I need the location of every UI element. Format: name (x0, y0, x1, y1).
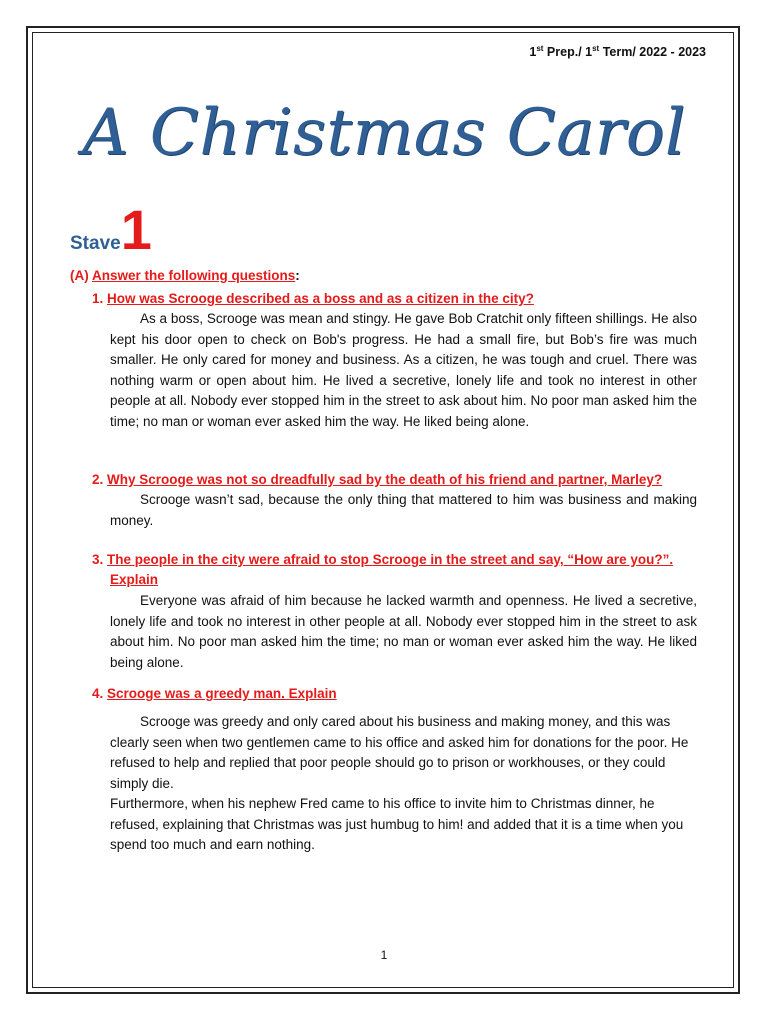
stave-number: 1 (120, 198, 152, 261)
question-4: 4. Scrooge was a greedy man. Explain (92, 686, 337, 701)
answer-3: Everyone was afraid of him because he lacked warmth and openness. He lived a secretive, lonely life and took no interest in other people at all. Nobody ever stopped him in the street to ask about him. No poor man asked him the time; no man or woman ever asked him the way. He liked being alone. (110, 593, 697, 670)
term-header: 1st Prep./ 1st Term/ 2022 - 2023 (529, 44, 706, 60)
answer-4: Scrooge was greedy and only cared about his business and making money, and this was clearly seen when two gentlemen came to his office and asked him for donations for the poor. He refused to help and replied that poor people should go to prison or workhouses, or they could simply die. Furthermore, when his nephew Fred came to his office to invite him to Christmas dinner, he refused, explaining that Christmas was just humbug to him! and added that it is a time when you spend too much and earn nothing. (110, 714, 689, 852)
answer-1: As a boss, Scrooge was mean and stingy. He gave Bob Cratchit only fifteen shillings. He also kept his door open to check on Bob's progress. He had a small fire, but Bob’s fire was much smaller. He only cared for money and business. As a citizen, he was tough and cruel. There was nothing warm or open about him. He lived a secretive, lonely life and took no interest in other people at all. Nobody ever stopped him in the street to ask about him. No poor man asked him the time; no man or woman ever asked him the way. He liked being alone. (110, 311, 697, 429)
document-title: A Christmas Carol (82, 96, 686, 170)
question-2: 2. Why Scrooge was not so dreadfully sad by the death of his friend and partner, Marley? (92, 472, 663, 487)
question-3: 3. The people in the city were afraid to stop Scrooge in the street and say, “How are you?”. Explain (92, 552, 674, 587)
page-number: 1 (380, 948, 388, 962)
question-1: 1. How was Scrooge described as a boss and as a citizen in the city? (92, 291, 534, 306)
stave-heading (70, 198, 152, 261)
section-heading: (A) Answer the following questions: (70, 268, 300, 283)
stave-word: Stave (70, 233, 121, 254)
answer-2: Scrooge wasn’t sad, because the only thing that mattered to him was business and making money. (110, 492, 697, 528)
